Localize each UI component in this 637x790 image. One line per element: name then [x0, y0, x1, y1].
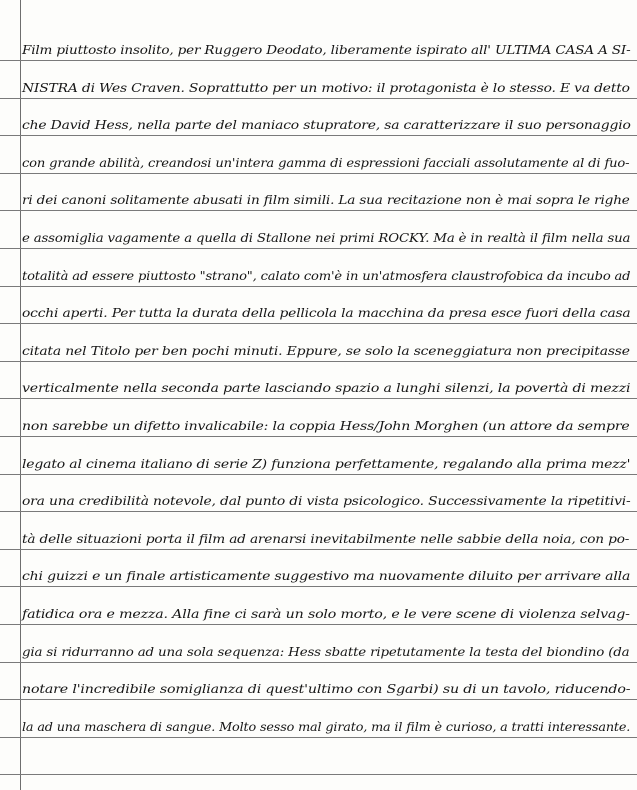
text-line: la ad una maschera di sangue. Molto sesso mal girato, ma il film è curioso, a tratti interessante.	[22, 718, 631, 734]
ruled-line	[0, 586, 637, 587]
text-line: che David Hess, nella parte del maniaco stupratore, sa caratterizzare il suo personaggio	[22, 117, 631, 133]
margin-line	[20, 0, 21, 790]
ruled-line	[0, 361, 637, 362]
text-line: e assomiglia vagamente a quella di Stallone nei primi ROCKY. Ma è in realtà il film nella sua	[22, 230, 631, 245]
ruled-line	[0, 135, 637, 136]
ruled-line	[0, 173, 637, 174]
text-line: tà delle situazioni porta il film ad arenarsi inevitabilmente nelle sabbie della noia, con po-	[22, 530, 630, 546]
ruled-line	[0, 774, 637, 775]
ruled-line	[0, 662, 637, 663]
ruled-line	[0, 549, 637, 550]
ruled-line	[0, 699, 637, 700]
ruled-line	[0, 436, 637, 437]
ruled-line	[0, 286, 637, 287]
text-line: non sarebbe un difetto invalicabile: la coppia Hess/John Morghen (un attore da sempre	[22, 418, 630, 433]
ruled-line	[0, 511, 637, 512]
text-line: totalità ad essere piuttosto "strano", calato com'è in un'atmosfera claustrofobica da incubo ad	[22, 267, 631, 283]
text-line: gia si ridurranno ad una sola sequenza: Hess sbatte ripetutamente la testa del biondino (da	[22, 643, 630, 659]
ruled-line	[0, 624, 637, 625]
text-line: legato al cinema italiano di serie Z) funziona perfettamente, regalando alla prima mezz'	[22, 455, 631, 471]
ruled-line	[0, 474, 637, 475]
ruled-line	[0, 737, 637, 738]
text-line: ora una credibilità notevole, dal punto di vista psicologico. Successivamente la ripetitivi-	[22, 493, 631, 509]
text-line: occhi aperti. Per tutta la durata della pellicola la macchina da presa esce fuori della casa	[22, 305, 631, 321]
text-line: citata nel Titolo per ben pochi minuti. Eppure, se solo la sceneggiatura non precipitasse	[22, 342, 630, 358]
ruled-line	[0, 60, 637, 61]
text-line: verticalmente nella seconda parte lasciando spazio a lunghi silenzi, la povertà di mezzi	[22, 380, 631, 396]
ruled-line	[0, 210, 637, 211]
ruled-line	[0, 98, 637, 99]
ruled-line	[0, 248, 637, 249]
text-line: con grande abilità, creandosi un'intera gamma di espressioni facciali assolutamente al di fuo-	[22, 154, 630, 170]
text-line: ri dei canoni solitamente abusati in film simili. La sua recitazione non è mai sopra le righe	[22, 192, 630, 208]
text-line: chi guizzi e un finale artisticamente suggestivo ma nuovamente diluito per arrivare alla	[22, 568, 631, 584]
text-line: NISTRA di Wes Craven. Soprattutto per un motivo: il protagonista è lo stesso. E va detto	[22, 79, 630, 95]
text-line: fatidica ora e mezza. Alla fine ci sarà un solo morto, e le vere scene di violenza selvag-	[22, 606, 630, 621]
ruled-line	[0, 323, 637, 324]
text-line: notare l'incredibile somiglianza di quest'ultimo con Sgarbi) su di un tavolo, riducendo-	[22, 681, 631, 697]
text-line: Film piuttosto insolito, per Ruggero Deodato, liberamente ispirato all' ULTIMA CASA A SI-	[22, 42, 631, 57]
ruled-line	[0, 398, 637, 399]
